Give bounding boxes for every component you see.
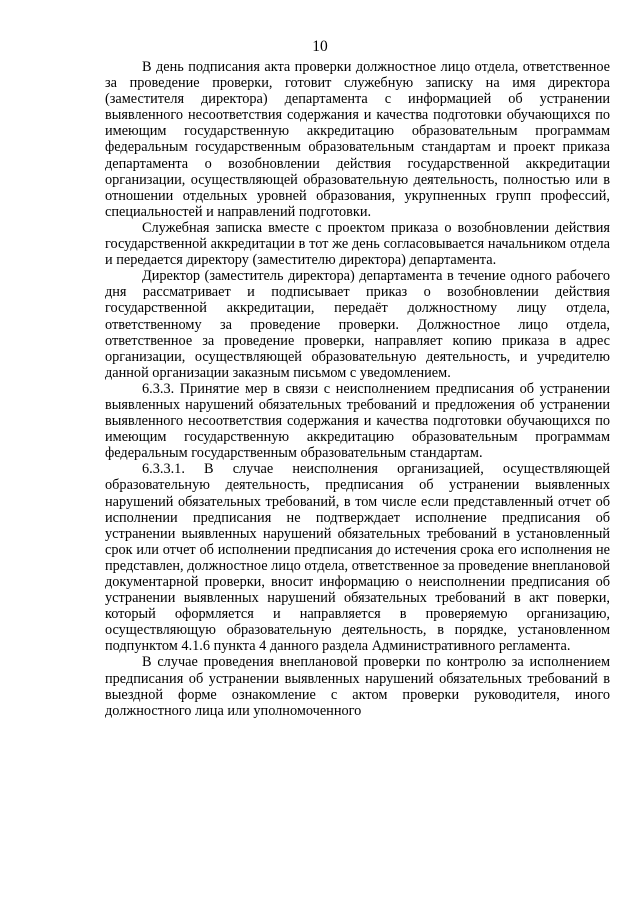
paragraph-memo-approval: Служебная записка вместе с проектом приказа о возобновлении действия государственной аккредитации в тот же день согласовывается начальником отдела и передается директору (заместителю директора) департамента. xyxy=(105,219,610,269)
document-body xyxy=(105,59,610,719)
paragraph-section-6-3-3: 6.3.3. Принятие мер в связи с неисполнением предписания об устранении выявленных нарушений обязательных требований и предложения об устранении выявленного несоответствия содержания и качества подготовки обучающихся по имеющим государственную аккредитацию образовательным программам федеральным государственным образовательным стандартам. xyxy=(105,380,610,462)
paragraph-section-6-3-3-1: 6.3.3.1. В случае неисполнения организацией, осуществляющей образовательную деятельность, предписания об устранении выявленных нарушений обязательных требований, в том числе если представленный отчет об исполнении предписания не подтверждает исполнение предписания об устранении выявленных нарушений обязательных требований в установленный срок или отчет об исполнении предписания до истечения срока его исполнения не представлен, должностное лицо отдела, ответственное за проведение внеплановой документарной проверки, вносит информацию о неисполнении предписания об устранении выявленных нарушений обязательных требований в акт поверки, который оформляется и направляется в проверяемую организацию, осуществляющую образовательную деятельность, в порядке, установленном подпунктом 4.1.6 пункта 4 данного раздела Административного регламента. xyxy=(105,461,610,655)
page-number: 10 xyxy=(312,38,328,55)
paragraph-director-signing: Директор (заместитель директора) департамента в течение одного рабочего дня рассматривает и подписывает приказ о возобновлении действия государственной аккредитации, передаёт должностному лицу отдела, ответственному за проведение проверки. Должностное лицо отдела, ответственное за проведение проверки, направляет копию приказа в адрес организации, осуществляющей образовательную деятельность, и учредителю данной организации заказным письмом с уведомлением. xyxy=(105,268,610,381)
paragraph-memo-preparation: В день подписания акта проверки должностное лицо отдела, ответственное за проведение проверки, готовит служебную записку на имя директора (заместителя директора) департамента с информацией об устранении выявленного несоответствия содержания и качества подготовки обучающихся по имеющим государственную аккредитацию образовательным программам федеральным государственным образовательным стандартам и проект приказа департамента о возобновлении действия государственной аккредитации организации, осуществляющей образовательную деятельность, полностью или в отношении отдельных уровней образования, укрупненных групп профессий, специальностей и направлений подготовки. xyxy=(105,59,610,220)
paragraph-unscheduled-inspection: В случае проведения внеплановой проверки по контролю за исполнением предписания об устранении выявленных нарушений обязательных требований в выездной форме ознакомление с актом проверки руководителя, иного должностного лица или уполномоченного xyxy=(105,654,610,719)
